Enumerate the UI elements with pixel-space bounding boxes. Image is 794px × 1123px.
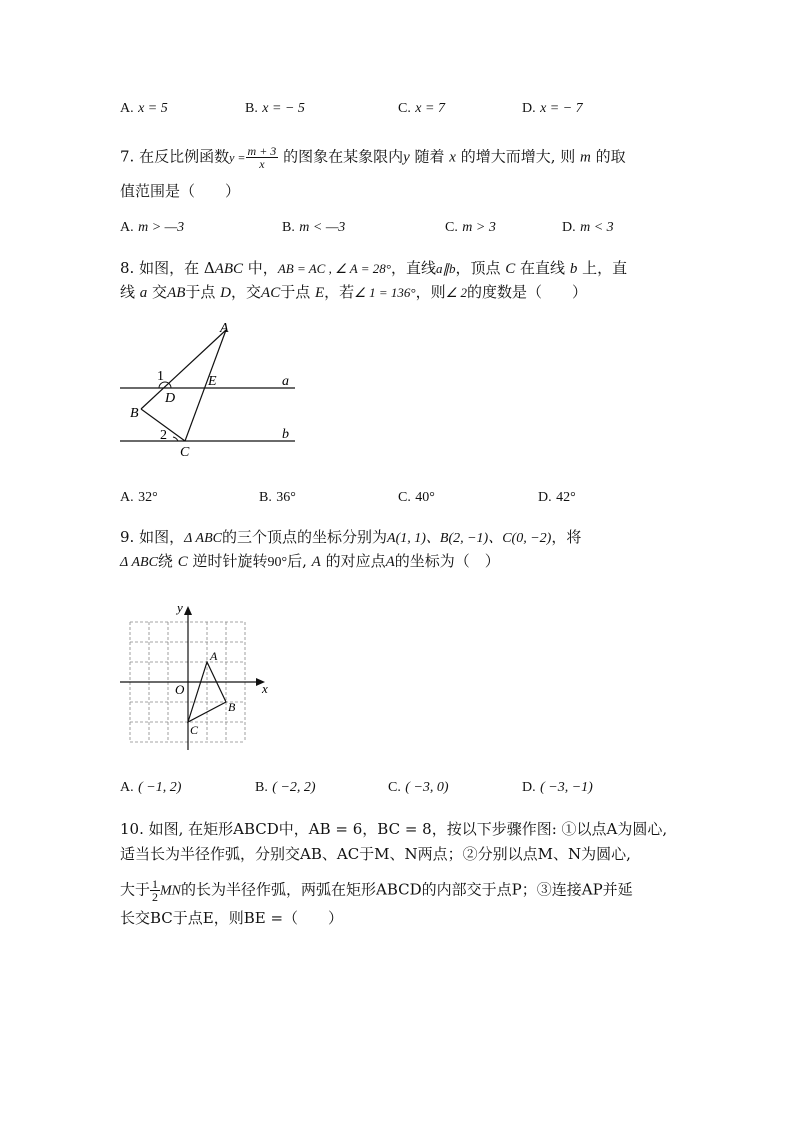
q7-option-b: B. m < —3 — [282, 220, 346, 235]
label-a-point: A — [220, 321, 229, 336]
label-e-point: E — [208, 374, 217, 389]
segment-ab — [141, 330, 226, 409]
q7-stem-line2: 值范围是（ ） — [120, 182, 241, 200]
label-b-point: B — [130, 406, 139, 421]
q8-option-c: C. 40° — [398, 490, 435, 505]
q6-option-d: D. x = − 7 — [522, 101, 583, 116]
label-point-b: B — [228, 700, 236, 714]
q9-option-c: C. ( −3, 0) — [388, 780, 449, 795]
angle-2-arc — [173, 437, 178, 441]
label-x-axis: x — [262, 681, 268, 696]
q8-figure — [110, 318, 310, 463]
q10-fraction-half: $\frac{1}{2}$ — [152, 877, 159, 904]
q9-option-d: D. ( −3, −1) — [522, 780, 593, 795]
q7-fraction: $\frac{m + 3}{x}$ — [247, 144, 277, 171]
label-line-b: b — [282, 427, 289, 442]
q9-option-b: B. ( −2, 2) — [255, 780, 316, 795]
q9-stem-line1: 9. 如图，Δ ABC的三个顶点的坐标分别为A(1, 1)、B(2, −1)、C(0, −2)，将 — [120, 528, 582, 546]
q7-option-d: D. m < 3 — [562, 220, 614, 235]
q7-option-a: A. m > —3 — [120, 220, 185, 235]
label-angle-1: 1 — [157, 369, 164, 384]
q7-stem-line1: 7. 在反比例函数y = $\frac{m + 3}{x}$ 的图象在某象限内y 随着 x 的增大而增大, 则 m 的取 — [120, 144, 626, 171]
q9-stem-line2: Δ ABC绕 C 逆时针旋转90°后, A 的对应点A的坐标为（ ） — [120, 552, 500, 570]
label-point-a: A — [210, 649, 218, 663]
q6-option-a: A. x = 5 — [120, 101, 168, 116]
label-angle-2: 2 — [160, 428, 167, 443]
q7-option-c: C. m > 3 — [445, 220, 496, 235]
q10-stem-line4: 长交BC于点E，则BE =（ ） — [120, 909, 344, 927]
q9-figure — [115, 598, 275, 753]
q8-option-b: B. 36° — [259, 490, 296, 505]
q8-stem-line1: 8. 如图，在 ΔABC 中，AB = AC , ∠ A = 28°，直线a∥b，顶点 C 在直线 b 上，直 — [120, 259, 628, 277]
q6-option-b: B. x = − 5 — [245, 101, 305, 116]
q6-option-c: C. x = 7 — [398, 101, 445, 116]
q8-option-d: D. 42° — [538, 490, 576, 505]
segment-ac — [185, 330, 226, 441]
label-origin: O — [175, 682, 185, 697]
q8-option-a: A. 32° — [120, 490, 158, 505]
y-axis-arrow — [184, 606, 192, 615]
q10-stem-line1: 10. 如图, 在矩形ABCD中，AB = 6，BC = 8，按以下步骤作图: ①以点A为圆心, — [120, 820, 668, 838]
q10-stem-line3: 大于 $\frac{1}{2}$ MN的长为半径作弧，两弧在矩形ABCD的内部交于点P；③连接AP并延 — [120, 877, 633, 904]
q8-stem-line2: 线 a 交AB于点 D，交AC于点 E，若∠ 1 = 136°，则∠ 2的度数是（ ） — [120, 283, 587, 301]
q9-option-a: A. ( −1, 2) — [120, 780, 182, 795]
q10-stem-line2: 适当长为半径作弧，分别交AB、AC于M、N两点；②分别以点M、N为圆心, — [120, 845, 631, 863]
label-c-point: C — [180, 445, 190, 460]
label-d-point: D — [165, 391, 176, 406]
label-point-c: C — [190, 723, 199, 737]
label-line-a: a — [282, 374, 289, 389]
label-y-axis: y — [177, 600, 183, 615]
